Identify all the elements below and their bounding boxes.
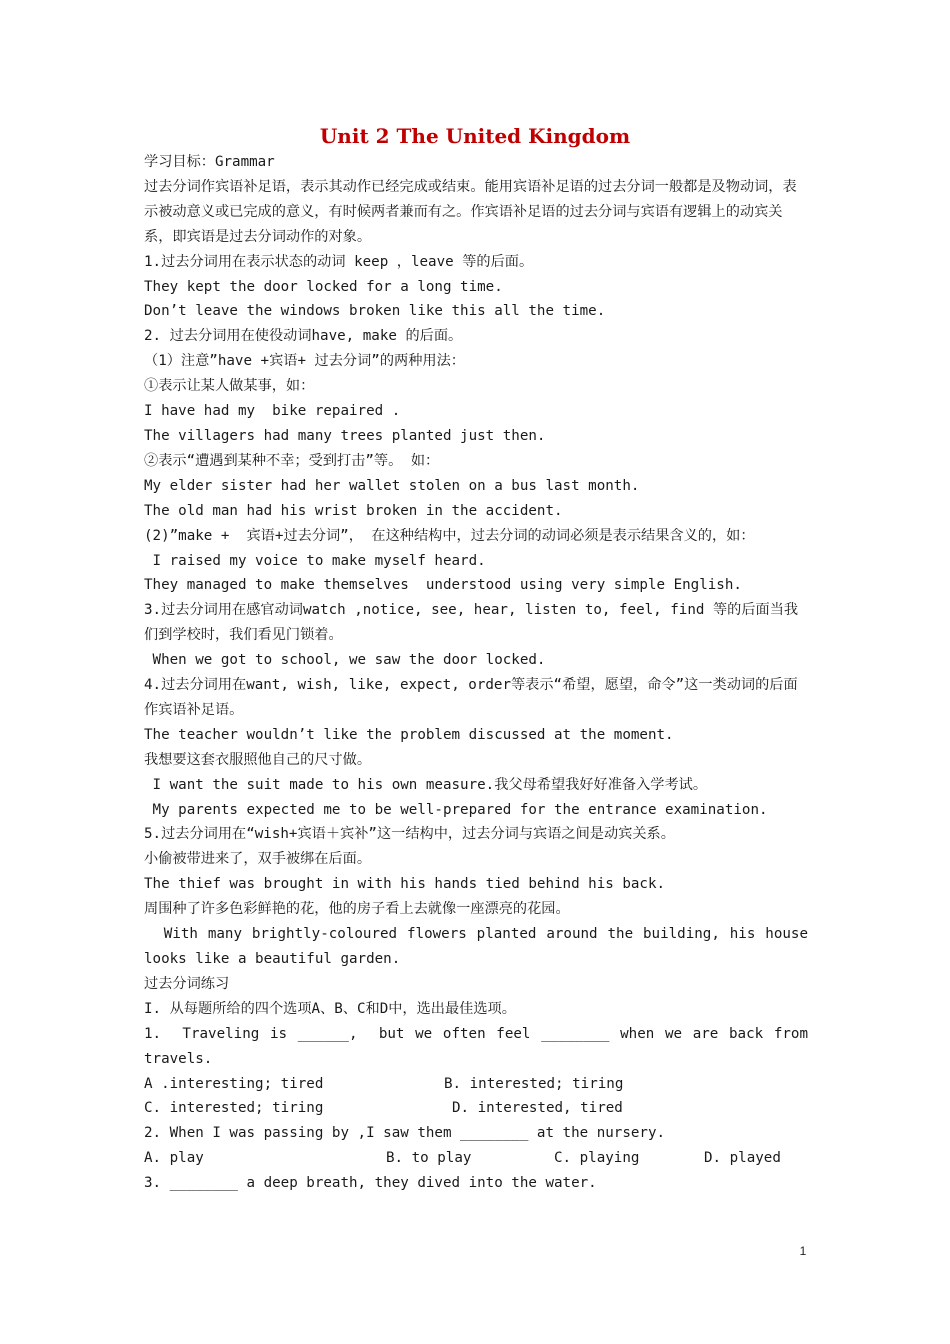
usage-2: ②表示“遭遇到某种不幸；受到打击”等。 如： <box>144 452 440 469</box>
rule-2: 2. 过去分词用在使役动词have, make 的后面。 <box>144 328 463 345</box>
rule-1: 1.过去分词用在表示状态的动词 keep ，leave 等的后面。 <box>144 253 534 270</box>
question-1-options-row <box>144 1096 808 1121</box>
example-line: The villagers had many trees planted just then. <box>144 427 546 444</box>
question-2: 2. When I was passing by ,I saw them ________ at the nursery. <box>144 1125 666 1142</box>
example-line: I raised my voice to make myself heard. <box>144 552 486 569</box>
document-body <box>144 150 817 1196</box>
option-c: C. interested; tiring <box>144 1100 324 1117</box>
usage-1: ①表示让某人做某事，如： <box>144 378 315 395</box>
example-line: My elder sister had her wallet stolen on a bus last month. <box>144 477 640 494</box>
question-3: 3. ________ a deep breath, they dived into the water. <box>144 1175 597 1192</box>
option-b: B. interested; tiring <box>444 1075 624 1092</box>
option-a: A .interesting; tired <box>144 1075 324 1092</box>
chinese-example: 周围种了许多色彩鲜艳的花，他的房子看上去就像一座漂亮的花园。 <box>144 901 570 918</box>
question-2-options-row <box>144 1146 808 1171</box>
question-1-options-row <box>144 1072 808 1097</box>
objective-line: 学习目标：Grammar <box>144 154 275 170</box>
rule-2-note: （1）注意”have +宾语+ 过去分词”的两种用法： <box>144 353 465 370</box>
question-1: 1. Traveling is ______, but we often feel ________ when we are back from travels. <box>144 1025 817 1067</box>
example-line: I have had my bike repaired . <box>144 403 401 420</box>
option-c: C. playing <box>554 1150 640 1167</box>
example-line: My parents expected me to be well-prepared for the entrance examination. <box>144 801 768 818</box>
rule-3: 3.过去分词用在感官动词watch ,notice, see, hear, listen to, feel, find 等的后面当我们到学校时，我们看见门锁着。 <box>144 602 799 644</box>
chinese-example: 我想要这套衣服照他自己的尺寸做。 <box>144 751 372 768</box>
rule-4: 4.过去分词用在want, wish, like, expect, order等表示“希望，愿望，命令”这一类动词的后面作宾语补足语。 <box>144 677 798 718</box>
exercise-instruction: I. 从每题所给的四个选项A、B、C和D中，选出最佳选项。 <box>144 1000 516 1017</box>
example-line: The old man had his wrist broken in the accident. <box>144 502 563 519</box>
page-number: 1 <box>799 1244 807 1258</box>
example-line: Don’t leave the windows broken like this all the time. <box>144 303 606 320</box>
make-structure-note: (2)”make + 宾语+过去分词”， 在这种结构中，过去分词的动词必须是表示结果含义的，如： <box>144 527 755 544</box>
example-line: When we got to school, we saw the door locked. <box>144 652 546 669</box>
option-a: A. play <box>144 1150 204 1167</box>
example-line: With many brightly-coloured flowers planted around the building, his house looks like a beautiful garden. <box>144 926 817 967</box>
rule-5: 5.过去分词用在“wish+宾语＋宾补”这一结构中，过去分词与宾语之间是动宾关系。 <box>144 826 675 843</box>
intro-paragraph: 过去分词作宾语补足语，表示其动作已经完成或结束。能用宾语补足语的过去分词一般都是及物动词，表示被动意义或已完成的意义，有时候两者兼而有之。作宾语补足语的过去分词与宾语有逻辑上的动宾关系，即宾语是过去分词动作的对象。 <box>144 178 797 245</box>
exercise-heading: 过去分词练习 <box>144 975 230 992</box>
example-line: I want the suit made to his own measure.我父母希望我好好准备入学考试。 <box>144 776 708 793</box>
example-line: The thief was brought in with his hands tied behind his back. <box>144 876 666 893</box>
chinese-example: 小偷被带进来了，双手被绑在后面。 <box>144 851 372 868</box>
option-b: B. to play <box>386 1150 472 1167</box>
example-line: They kept the door locked for a long time. <box>144 278 503 295</box>
option-d: D. interested, tired <box>452 1100 623 1117</box>
example-line: They managed to make themselves understood using very simple English. <box>144 577 742 594</box>
example-line: The teacher wouldn’t like the problem discussed at the moment. <box>144 726 674 743</box>
document-title: Unit 2 The United Kingdom <box>319 124 631 148</box>
option-d: D. played <box>704 1150 781 1167</box>
